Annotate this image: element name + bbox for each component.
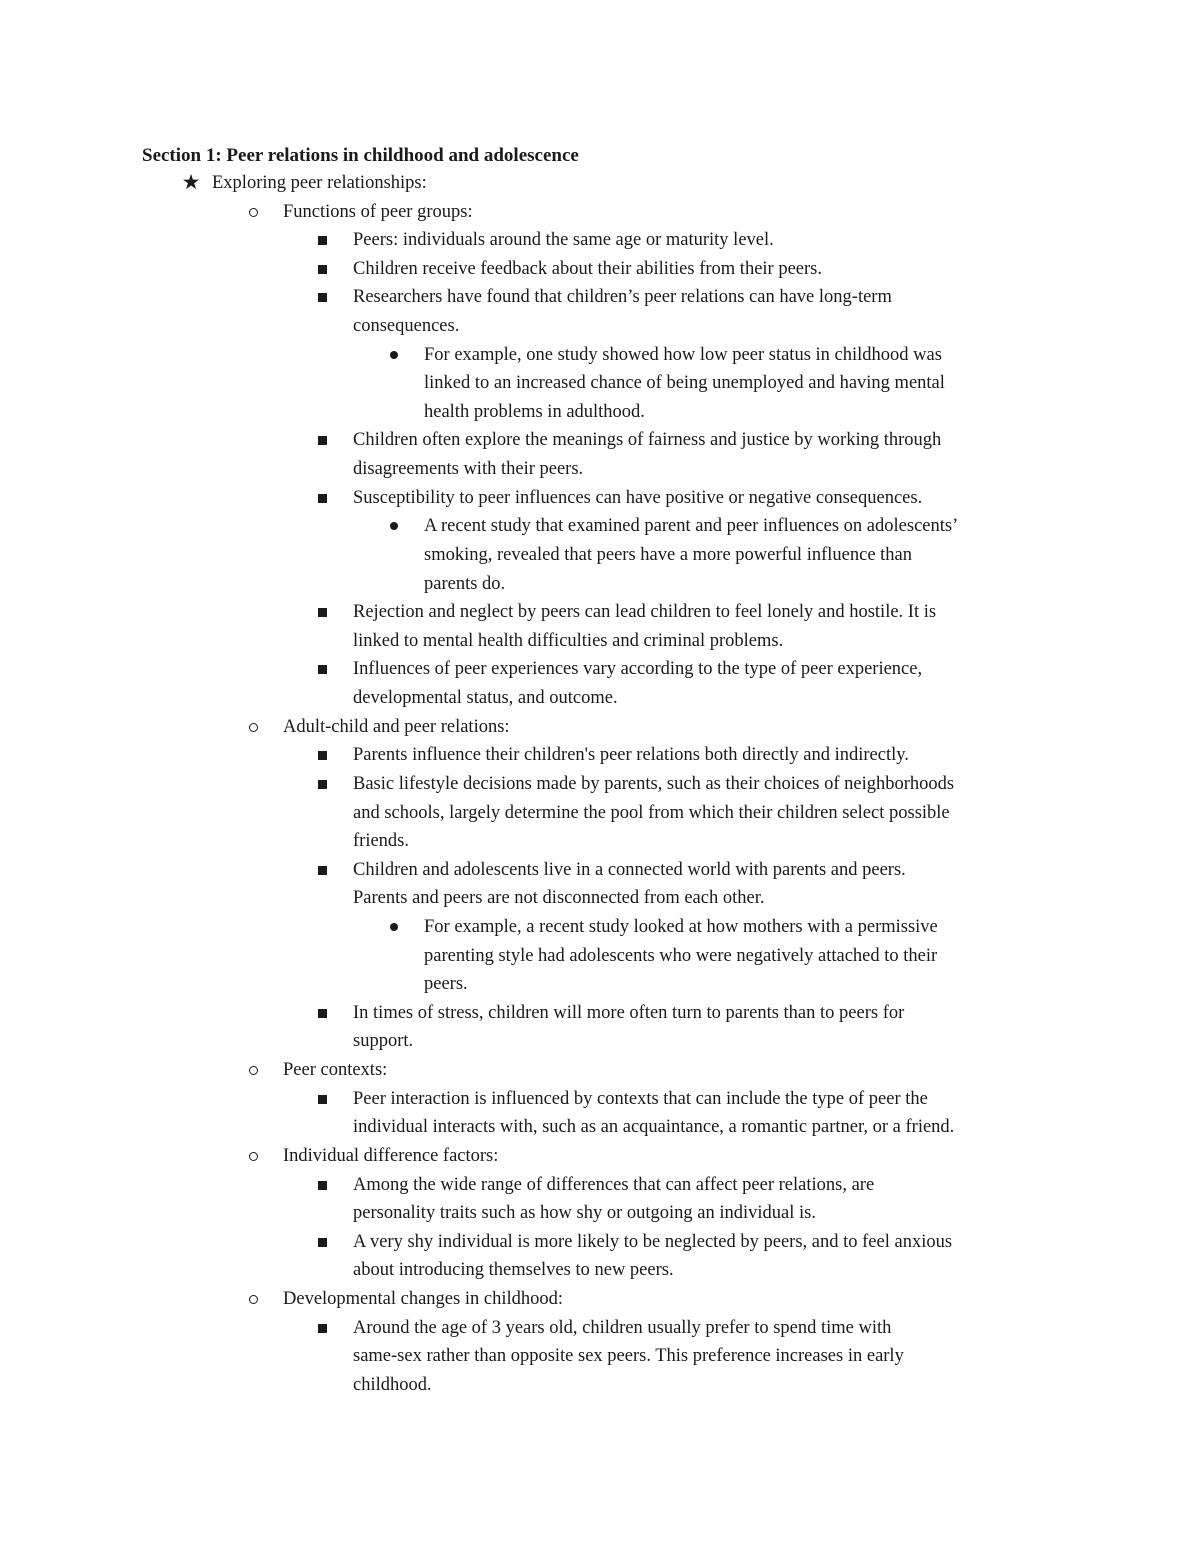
outline-line-text: Children often explore the meanings of fairness and justice by working through <box>353 430 942 451</box>
outline-line-text: about introducing themselves to new peers. <box>353 1260 674 1281</box>
outline-line-text: parenting style had adolescents who were negatively attached to their <box>424 945 938 966</box>
outline-line-text: A very shy individual is more likely to be neglected by peers, and to feel anxious <box>353 1231 953 1252</box>
outline-line-text: Peer contexts: <box>283 1060 388 1081</box>
outline-line-text: Adult-child and peer relations: <box>283 716 510 737</box>
outline-line-text: Among the wide range of differences that can affect peer relations, are <box>353 1174 875 1195</box>
square-bullet-icon <box>318 293 327 302</box>
star-bullet-icon: ★ <box>181 170 201 194</box>
hollow-circle-bullet-icon <box>249 1295 258 1304</box>
outline-line-text: Peer interaction is influenced by contexts that can include the type of peer the <box>353 1088 928 1109</box>
outline-line-text: A recent study that examined parent and peer influences on adolescents’ <box>424 516 959 537</box>
outline-line-text: Children receive feedback about their abilities from their peers. <box>353 258 822 279</box>
outline-line-text: individual interacts with, such as an acquaintance, a romantic partner, or a friend. <box>353 1117 955 1138</box>
square-bullet-icon <box>318 1324 327 1333</box>
square-bullet-icon <box>318 751 327 760</box>
outline-line-text: Individual difference factors: <box>283 1145 499 1166</box>
hollow-circle-bullet-icon <box>249 723 258 732</box>
square-bullet-icon <box>318 1181 327 1190</box>
square-bullet-icon <box>318 866 327 875</box>
outline-line-text: Influences of peer experiences vary according to the type of peer experience, <box>353 659 923 680</box>
outline-line-text: For example, a recent study looked at how mothers with a permissive <box>424 917 938 937</box>
square-bullet-icon <box>318 236 327 245</box>
outline-line-text: linked to an increased chance of being unemployed and having mental <box>424 373 945 394</box>
outline-line-text: linked to mental health difficulties and criminal problems. <box>353 630 784 651</box>
section-title: Section 1: Peer relations in childhood and adolescence <box>142 145 579 166</box>
outline-line-text: childhood. <box>353 1374 432 1395</box>
outline-line-text: and schools, largely determine the pool from which their children select possible <box>353 802 950 823</box>
outline-line-text: Children and adolescents live in a connected world with parents and peers. <box>353 859 906 880</box>
outline-line-text: Susceptibility to peer influences can have positive or negative consequences. <box>353 487 923 508</box>
outline-line-text: personality traits such as how shy or outgoing an individual is. <box>353 1203 816 1224</box>
star-item-text: Exploring peer relationships: <box>212 173 427 193</box>
round-bullet-icon <box>390 522 398 530</box>
square-bullet-icon <box>318 780 327 789</box>
square-bullet-icon <box>318 608 327 617</box>
outline-line-text: Functions of peer groups: <box>283 201 473 222</box>
outline-line-text: disagreements with their peers. <box>353 459 584 480</box>
outline-line-text: peers. <box>424 974 468 995</box>
outline-line-text: Parents influence their children's peer relations both directly and indirectly. <box>353 745 909 766</box>
round-bullet-icon <box>390 351 398 359</box>
outline-line-text: Researchers have found that children’s peer relations can have long-term <box>353 287 892 308</box>
outline-line-text: Peers: individuals around the same age or maturity level. <box>353 230 774 251</box>
hollow-circle-bullet-icon <box>249 1152 258 1161</box>
round-bullet-icon <box>390 923 398 931</box>
outline-line-text: developmental status, and outcome. <box>353 688 618 709</box>
outline-line-text: consequences. <box>353 315 460 336</box>
outline-line-text: Developmental changes in childhood: <box>283 1289 563 1310</box>
outline-line-text: smoking, revealed that peers have a more powerful influence than <box>424 544 913 565</box>
outline-line-text: Around the age of 3 years old, children usually prefer to spend time with <box>353 1317 892 1338</box>
outline-line-text: same-sex rather than opposite sex peers. This preference increases in early <box>353 1346 904 1367</box>
square-bullet-icon <box>318 1095 327 1104</box>
outline-line-text: Rejection and neglect by peers can lead children to feel lonely and hostile. It is <box>353 602 937 623</box>
square-bullet-icon <box>318 1238 327 1247</box>
outline-line-text: health problems in adulthood. <box>424 401 645 422</box>
outline-line-text: friends. <box>353 831 409 852</box>
outline-line-text: In times of stress, children will more often turn to parents than to peers for <box>353 1002 905 1023</box>
square-bullet-icon <box>318 265 327 274</box>
hollow-circle-bullet-icon <box>249 1066 258 1075</box>
outline-line-text: support. <box>353 1031 414 1052</box>
square-bullet-icon <box>318 1009 327 1018</box>
outline-line-text: Parents and peers are not disconnected from each other. <box>353 888 765 909</box>
square-bullet-icon <box>318 494 327 503</box>
outline-line-text: Basic lifestyle decisions made by parents, such as their choices of neighborhoods <box>353 773 955 794</box>
outline-line-text: For example, one study showed how low peer status in childhood was <box>424 344 942 365</box>
outline-line-text: parents do. <box>424 573 506 594</box>
square-bullet-icon <box>318 436 327 445</box>
hollow-circle-bullet-icon <box>249 208 258 217</box>
square-bullet-icon <box>318 665 327 674</box>
